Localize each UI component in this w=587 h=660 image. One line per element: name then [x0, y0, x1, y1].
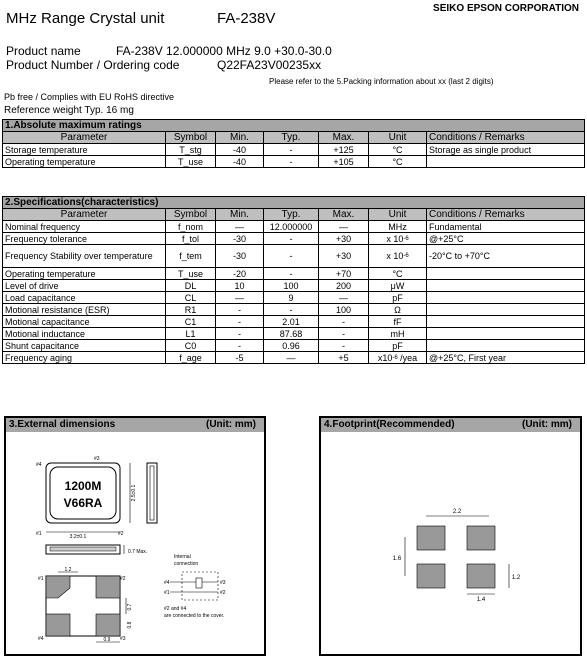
cell: Fundamental: [427, 221, 585, 233]
cell: @+25°C: [427, 233, 585, 245]
external-dimensions-unit: (Unit: mm): [206, 419, 256, 430]
cell: Storage as single product: [427, 144, 585, 156]
cell: -40: [216, 144, 264, 156]
cell: —: [216, 221, 264, 233]
product-number-value: Q22FA23V00235xx: [217, 58, 322, 72]
cell: Storage temperature: [3, 144, 166, 156]
footprint-pad: [417, 526, 445, 550]
footprint-pad: [417, 564, 445, 588]
cell: -: [264, 268, 319, 280]
pin-label: #2: [220, 590, 226, 596]
col-header: Typ.: [264, 132, 319, 144]
external-dimensions-panel: [4, 416, 266, 656]
cell: mH: [369, 328, 427, 340]
specifications-table: [2, 196, 585, 364]
dim-thickness: 0.7 Max.: [128, 549, 148, 555]
col-header: Max.: [319, 132, 369, 144]
cell: +70: [319, 268, 369, 280]
product-number-label: Product Number / Ordering code: [6, 58, 180, 72]
cell: -: [319, 328, 369, 340]
cell: C0: [166, 340, 216, 352]
col-header: Unit: [369, 132, 427, 144]
cell: +30: [319, 233, 369, 245]
footprint-header: [321, 418, 580, 432]
package-side-view: [147, 463, 157, 523]
unit-base: x10: [377, 352, 393, 363]
table-row: [3, 328, 585, 340]
cell: °C: [369, 144, 427, 156]
cell: 100: [264, 280, 319, 292]
table-row: [3, 268, 585, 280]
cell: [427, 328, 585, 340]
cell: μW: [369, 280, 427, 292]
marking-line1: 1200M: [64, 479, 102, 493]
cell: T_stg: [166, 144, 216, 156]
footprint-dim-right: 1.2: [511, 575, 521, 581]
cell: 0.96: [264, 340, 319, 352]
internal-connection-diagram: [164, 554, 226, 619]
pin-label: #3: [120, 636, 126, 642]
cell: [369, 352, 427, 364]
cell: DL: [166, 280, 216, 292]
cell: -30: [216, 233, 264, 245]
cell: -30: [216, 245, 264, 268]
pin-label: #2: [118, 531, 124, 537]
cell: -: [319, 340, 369, 352]
cell: T_use: [166, 156, 216, 168]
cell: -40: [216, 156, 264, 168]
cell: +105: [319, 156, 369, 168]
cell: -: [264, 304, 319, 316]
cell: Ω: [369, 304, 427, 316]
cell: -: [264, 144, 319, 156]
table-row: [3, 304, 585, 316]
col-header: Conditions / Remarks: [427, 132, 585, 144]
pin-label: #1: [36, 531, 42, 537]
cell: -: [319, 316, 369, 328]
unit-exponent: -6: [403, 235, 409, 242]
table-row: [3, 245, 585, 268]
unit-base: x 10: [386, 233, 404, 244]
cell: -20: [216, 268, 264, 280]
cell: —: [216, 292, 264, 304]
packing-note: Please refer to the 5.Packing information about xx (last 2 digits): [269, 77, 494, 86]
cell: Motional inductance: [3, 328, 166, 340]
col-header: Symbol: [166, 209, 216, 221]
cell: @+25°C, First year: [427, 352, 585, 364]
marking-line2: V66RA: [63, 496, 103, 510]
footprint-pad: [467, 564, 495, 588]
unit-suffix: /yea: [397, 352, 418, 363]
pin-label: #2: [120, 576, 126, 582]
cell: Shunt capacitance: [3, 340, 166, 352]
cell: C1: [166, 316, 216, 328]
cell: -: [216, 304, 264, 316]
table-row: [3, 233, 585, 245]
cell: [427, 292, 585, 304]
pin-label: #4: [164, 580, 170, 586]
col-header: Max.: [319, 209, 369, 221]
package-bottom-view: [38, 567, 133, 643]
cell: -: [216, 340, 264, 352]
cell: 10: [216, 280, 264, 292]
col-header: Min.: [216, 132, 264, 144]
col-header: Unit: [369, 209, 427, 221]
cell: -: [264, 245, 319, 268]
cell: pF: [369, 340, 427, 352]
cell: -: [264, 156, 319, 168]
footprint-title: 4.Footprint(Recommended): [324, 419, 455, 430]
cell: -: [264, 233, 319, 245]
cell: -: [216, 316, 264, 328]
col-header: Conditions / Remarks: [427, 209, 585, 221]
cell: R1: [166, 304, 216, 316]
cell: MHz: [369, 221, 427, 233]
pin-label: #4: [38, 636, 44, 642]
pin-label: #3: [220, 580, 226, 586]
section2-title: 2.Specifications(characteristics): [3, 197, 585, 209]
table-row: [3, 316, 585, 328]
pin-label: #4: [36, 462, 42, 468]
cell: Level of drive: [3, 280, 166, 292]
cell: [427, 156, 585, 168]
cell: [427, 268, 585, 280]
col-header: Parameter: [3, 132, 166, 144]
cell: L1: [166, 328, 216, 340]
cell: °C: [369, 268, 427, 280]
product-name-value: FA-238V 12.000000 MHz 9.0 +30.0-30.0: [116, 44, 332, 58]
dim-width: 3.2±0.1: [69, 534, 87, 540]
pin-label: #1: [164, 590, 170, 596]
absolute-max-ratings-table: [2, 119, 585, 168]
dim-height: 2.5±0.1: [131, 484, 137, 502]
cell: [369, 245, 427, 268]
rohs-statement: Pb free / Complies with EU RoHS directive: [4, 92, 175, 102]
cell: [427, 316, 585, 328]
cell: -5: [216, 352, 264, 364]
col-header: Symbol: [166, 132, 216, 144]
table-row: [3, 280, 585, 292]
cover-note-line1: #2 and #4: [164, 606, 187, 612]
cell: 9: [264, 292, 319, 304]
unit-base: x 10: [386, 251, 404, 261]
cell: 87.68: [264, 328, 319, 340]
footprint-dim-left: 1.6: [392, 556, 402, 562]
cell: Motional capacitance: [3, 316, 166, 328]
cell: —: [319, 292, 369, 304]
reference-weight: Reference weight Typ. 16 mg: [4, 105, 134, 116]
cover-note-line2: are connected to the cover.: [164, 613, 225, 619]
footprint-drawing: [321, 432, 580, 654]
cell: +125: [319, 144, 369, 156]
document-title: MHz Range Crystal unit: [6, 10, 165, 27]
cell: [369, 233, 427, 245]
cell: -: [216, 328, 264, 340]
external-dimensions-drawing: [6, 432, 264, 654]
footprint-unit: (Unit: mm): [522, 419, 572, 430]
table-row: [3, 352, 585, 364]
table-row: [3, 340, 585, 352]
internal-label-line1: Internal: [174, 554, 191, 560]
cell: 200: [319, 280, 369, 292]
cell: 2.01: [264, 316, 319, 328]
pin-label: #3: [94, 456, 100, 462]
dim-pad-side1: 0.7: [127, 603, 133, 611]
corporation-name: SEIKO EPSON CORPORATION: [433, 3, 579, 14]
dim-pad-top: 1.2: [64, 567, 72, 573]
table-row: [3, 156, 585, 168]
cell: 100: [319, 304, 369, 316]
cell: Frequency Stability over temperature: [3, 245, 166, 268]
cell: [427, 340, 585, 352]
cell: f_age: [166, 352, 216, 364]
cell: f_nom: [166, 221, 216, 233]
footprint-dim-bottom: 1.4: [476, 597, 486, 603]
cell: Nominal frequency: [3, 221, 166, 233]
cell: Frequency aging: [3, 352, 166, 364]
col-header: Typ.: [264, 209, 319, 221]
col-header: Parameter: [3, 209, 166, 221]
table-row: [3, 221, 585, 233]
unit-exponent: -6: [392, 354, 398, 361]
cell: Operating temperature: [3, 156, 166, 168]
cell: CL: [166, 292, 216, 304]
cell: [427, 280, 585, 292]
cell: Load capacitance: [3, 292, 166, 304]
cell: —: [319, 221, 369, 233]
cell: T_use: [166, 268, 216, 280]
cell: +30: [319, 245, 369, 268]
footprint-dim-top: 2.2: [452, 509, 462, 515]
section1-title: 1.Absolute maximum ratings: [3, 120, 585, 132]
cell: Frequency tolerance: [3, 233, 166, 245]
unit-exponent: -6: [403, 253, 409, 259]
dim-pad-bottom: 0.9: [103, 637, 111, 643]
cell: f_tol: [166, 233, 216, 245]
cell: —: [264, 352, 319, 364]
product-name-label: Product name: [6, 44, 81, 58]
dim-pad-side2: 0.8: [127, 621, 133, 629]
cell: -20°C to +70°C: [427, 245, 585, 268]
table-row: [3, 292, 585, 304]
cell: Motional resistance (ESR): [3, 304, 166, 316]
footprint-panel: [319, 416, 582, 656]
footprint-pad: [467, 526, 495, 550]
table-row: [3, 144, 585, 156]
col-header: Min.: [216, 209, 264, 221]
cell: +5: [319, 352, 369, 364]
cell: [427, 304, 585, 316]
pin-label: #1: [38, 576, 44, 582]
cell: fF: [369, 316, 427, 328]
package-front-view: [46, 545, 147, 555]
cell: °C: [369, 156, 427, 168]
external-dimensions-header: [6, 418, 264, 432]
cell: f_tem: [166, 245, 216, 268]
cell: 12.000000: [264, 221, 319, 233]
cell: pF: [369, 292, 427, 304]
cell: Operating temperature: [3, 268, 166, 280]
model-name: FA-238V: [217, 10, 276, 27]
internal-label-line2: connection: [174, 561, 199, 567]
package-top-view: [36, 456, 137, 540]
external-dimensions-title: 3.External dimensions: [9, 419, 116, 430]
